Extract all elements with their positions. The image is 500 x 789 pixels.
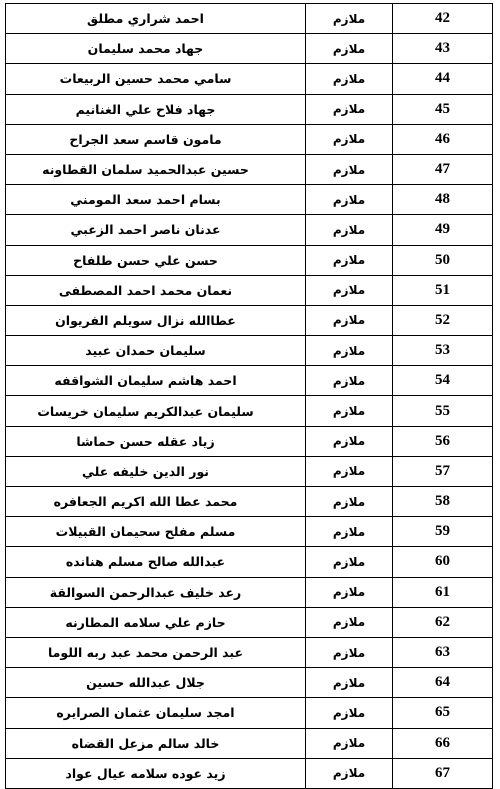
row-number-cell: 55 (393, 396, 493, 426)
table-row (6, 94, 493, 124)
table-row (6, 426, 493, 456)
name-cell: زيد عوده سلامه عيال عواد (6, 758, 306, 788)
row-number-cell: 49 (393, 215, 493, 245)
table-row (6, 154, 493, 184)
row-number-cell: 53 (393, 336, 493, 366)
rank-cell: ملازم (306, 245, 393, 275)
row-number-cell: 45 (393, 94, 493, 124)
row-number-cell: 65 (393, 698, 493, 728)
table-row (6, 758, 493, 788)
name-cell: نعمان محمد احمد المصطفى (6, 275, 306, 305)
rank-cell: ملازم (306, 215, 393, 245)
name-cell: جلال عبدالله حسين (6, 668, 306, 698)
row-number-cell: 56 (393, 426, 493, 456)
table-row (6, 487, 493, 517)
row-number-cell: 43 (393, 34, 493, 64)
rank-cell: ملازم (306, 547, 393, 577)
rank-cell: ملازم (306, 64, 393, 94)
rank-cell: ملازم (306, 517, 393, 547)
table-row (6, 396, 493, 426)
name-cell: سليمان عبدالكريم سليمان خريسات (6, 396, 306, 426)
row-number-cell: 64 (393, 668, 493, 698)
personnel-table (5, 3, 493, 789)
name-cell: احمد هاشم سليمان الشواقفه (6, 366, 306, 396)
row-number-cell: 47 (393, 154, 493, 184)
table-row (6, 547, 493, 577)
table-row (6, 275, 493, 305)
table-row (6, 4, 493, 34)
name-cell: بسام احمد سعد المومني (6, 185, 306, 215)
table-row (6, 215, 493, 245)
row-number-cell: 58 (393, 487, 493, 517)
name-cell: مسلم مفلح سحيمان القبيلات (6, 517, 306, 547)
name-cell: عطاالله نزال سويلم الفريوان (6, 305, 306, 335)
name-cell: سامي محمد حسين الربيعات (6, 64, 306, 94)
rank-cell: ملازم (306, 366, 393, 396)
rank-cell: ملازم (306, 668, 393, 698)
table-row (6, 637, 493, 667)
name-cell: زياد عقله حسن حماشا (6, 426, 306, 456)
rank-cell: ملازم (306, 4, 393, 34)
rank-cell: ملازم (306, 275, 393, 305)
rank-cell: ملازم (306, 305, 393, 335)
table-row (6, 698, 493, 728)
name-cell: احمد شراري مطلق (6, 4, 306, 34)
row-number-cell: 50 (393, 245, 493, 275)
table-row (6, 668, 493, 698)
name-cell: حسن علي حسن طلفاح (6, 245, 306, 275)
rank-cell: ملازم (306, 698, 393, 728)
table-row (6, 366, 493, 396)
row-number-cell: 51 (393, 275, 493, 305)
name-cell: سليمان حمدان عبيد (6, 336, 306, 366)
rank-cell: ملازم (306, 607, 393, 637)
name-cell: عبد الرحمن محمد عبد ربه اللوما (6, 637, 306, 667)
personnel-table-body (6, 4, 493, 789)
rank-cell: ملازم (306, 94, 393, 124)
row-number-cell: 62 (393, 607, 493, 637)
personnel-table-container (5, 3, 493, 789)
name-cell: خالد سالم مزعل القضاه (6, 728, 306, 758)
row-number-cell: 52 (393, 305, 493, 335)
name-cell: حسين عبدالحميد سلمان القطاونه (6, 154, 306, 184)
table-row (6, 728, 493, 758)
table-row (6, 64, 493, 94)
name-cell: حازم علي سلامه المطارنه (6, 607, 306, 637)
row-number-cell: 42 (393, 4, 493, 34)
rank-cell: ملازم (306, 185, 393, 215)
row-number-cell: 46 (393, 124, 493, 154)
name-cell: محمد عطا الله اكريم الجعافره (6, 487, 306, 517)
row-number-cell: 44 (393, 64, 493, 94)
rank-cell: ملازم (306, 336, 393, 366)
row-number-cell: 60 (393, 547, 493, 577)
row-number-cell: 61 (393, 577, 493, 607)
table-row (6, 456, 493, 486)
name-cell: جهاد فلاح علي الغنانيم (6, 94, 306, 124)
rank-cell: ملازم (306, 728, 393, 758)
name-cell: مامون قاسم سعد الجراح (6, 124, 306, 154)
rank-cell: ملازم (306, 577, 393, 607)
table-row (6, 245, 493, 275)
table-row (6, 336, 493, 366)
table-row (6, 185, 493, 215)
row-number-cell: 59 (393, 517, 493, 547)
name-cell: نور الدين خليفه علي (6, 456, 306, 486)
row-number-cell: 48 (393, 185, 493, 215)
row-number-cell: 67 (393, 758, 493, 788)
rank-cell: ملازم (306, 637, 393, 667)
table-row (6, 607, 493, 637)
name-cell: عبدالله صالح مسلم هنانده (6, 547, 306, 577)
rank-cell: ملازم (306, 124, 393, 154)
name-cell: جهاد محمد سليمان (6, 34, 306, 64)
row-number-cell: 57 (393, 456, 493, 486)
rank-cell: ملازم (306, 154, 393, 184)
row-number-cell: 54 (393, 366, 493, 396)
table-row (6, 305, 493, 335)
rank-cell: ملازم (306, 487, 393, 517)
rank-cell: ملازم (306, 758, 393, 788)
table-row (6, 577, 493, 607)
table-row (6, 517, 493, 547)
table-row (6, 34, 493, 64)
rank-cell: ملازم (306, 396, 393, 426)
rank-cell: ملازم (306, 426, 393, 456)
row-number-cell: 63 (393, 637, 493, 667)
name-cell: رعد خليف عبدالرحمن السوالقة (6, 577, 306, 607)
rank-cell: ملازم (306, 456, 393, 486)
rank-cell: ملازم (306, 34, 393, 64)
row-number-cell: 66 (393, 728, 493, 758)
table-row (6, 124, 493, 154)
name-cell: امجد سليمان عثمان الصرايره (6, 698, 306, 728)
name-cell: عدنان ناصر احمد الزعبي (6, 215, 306, 245)
